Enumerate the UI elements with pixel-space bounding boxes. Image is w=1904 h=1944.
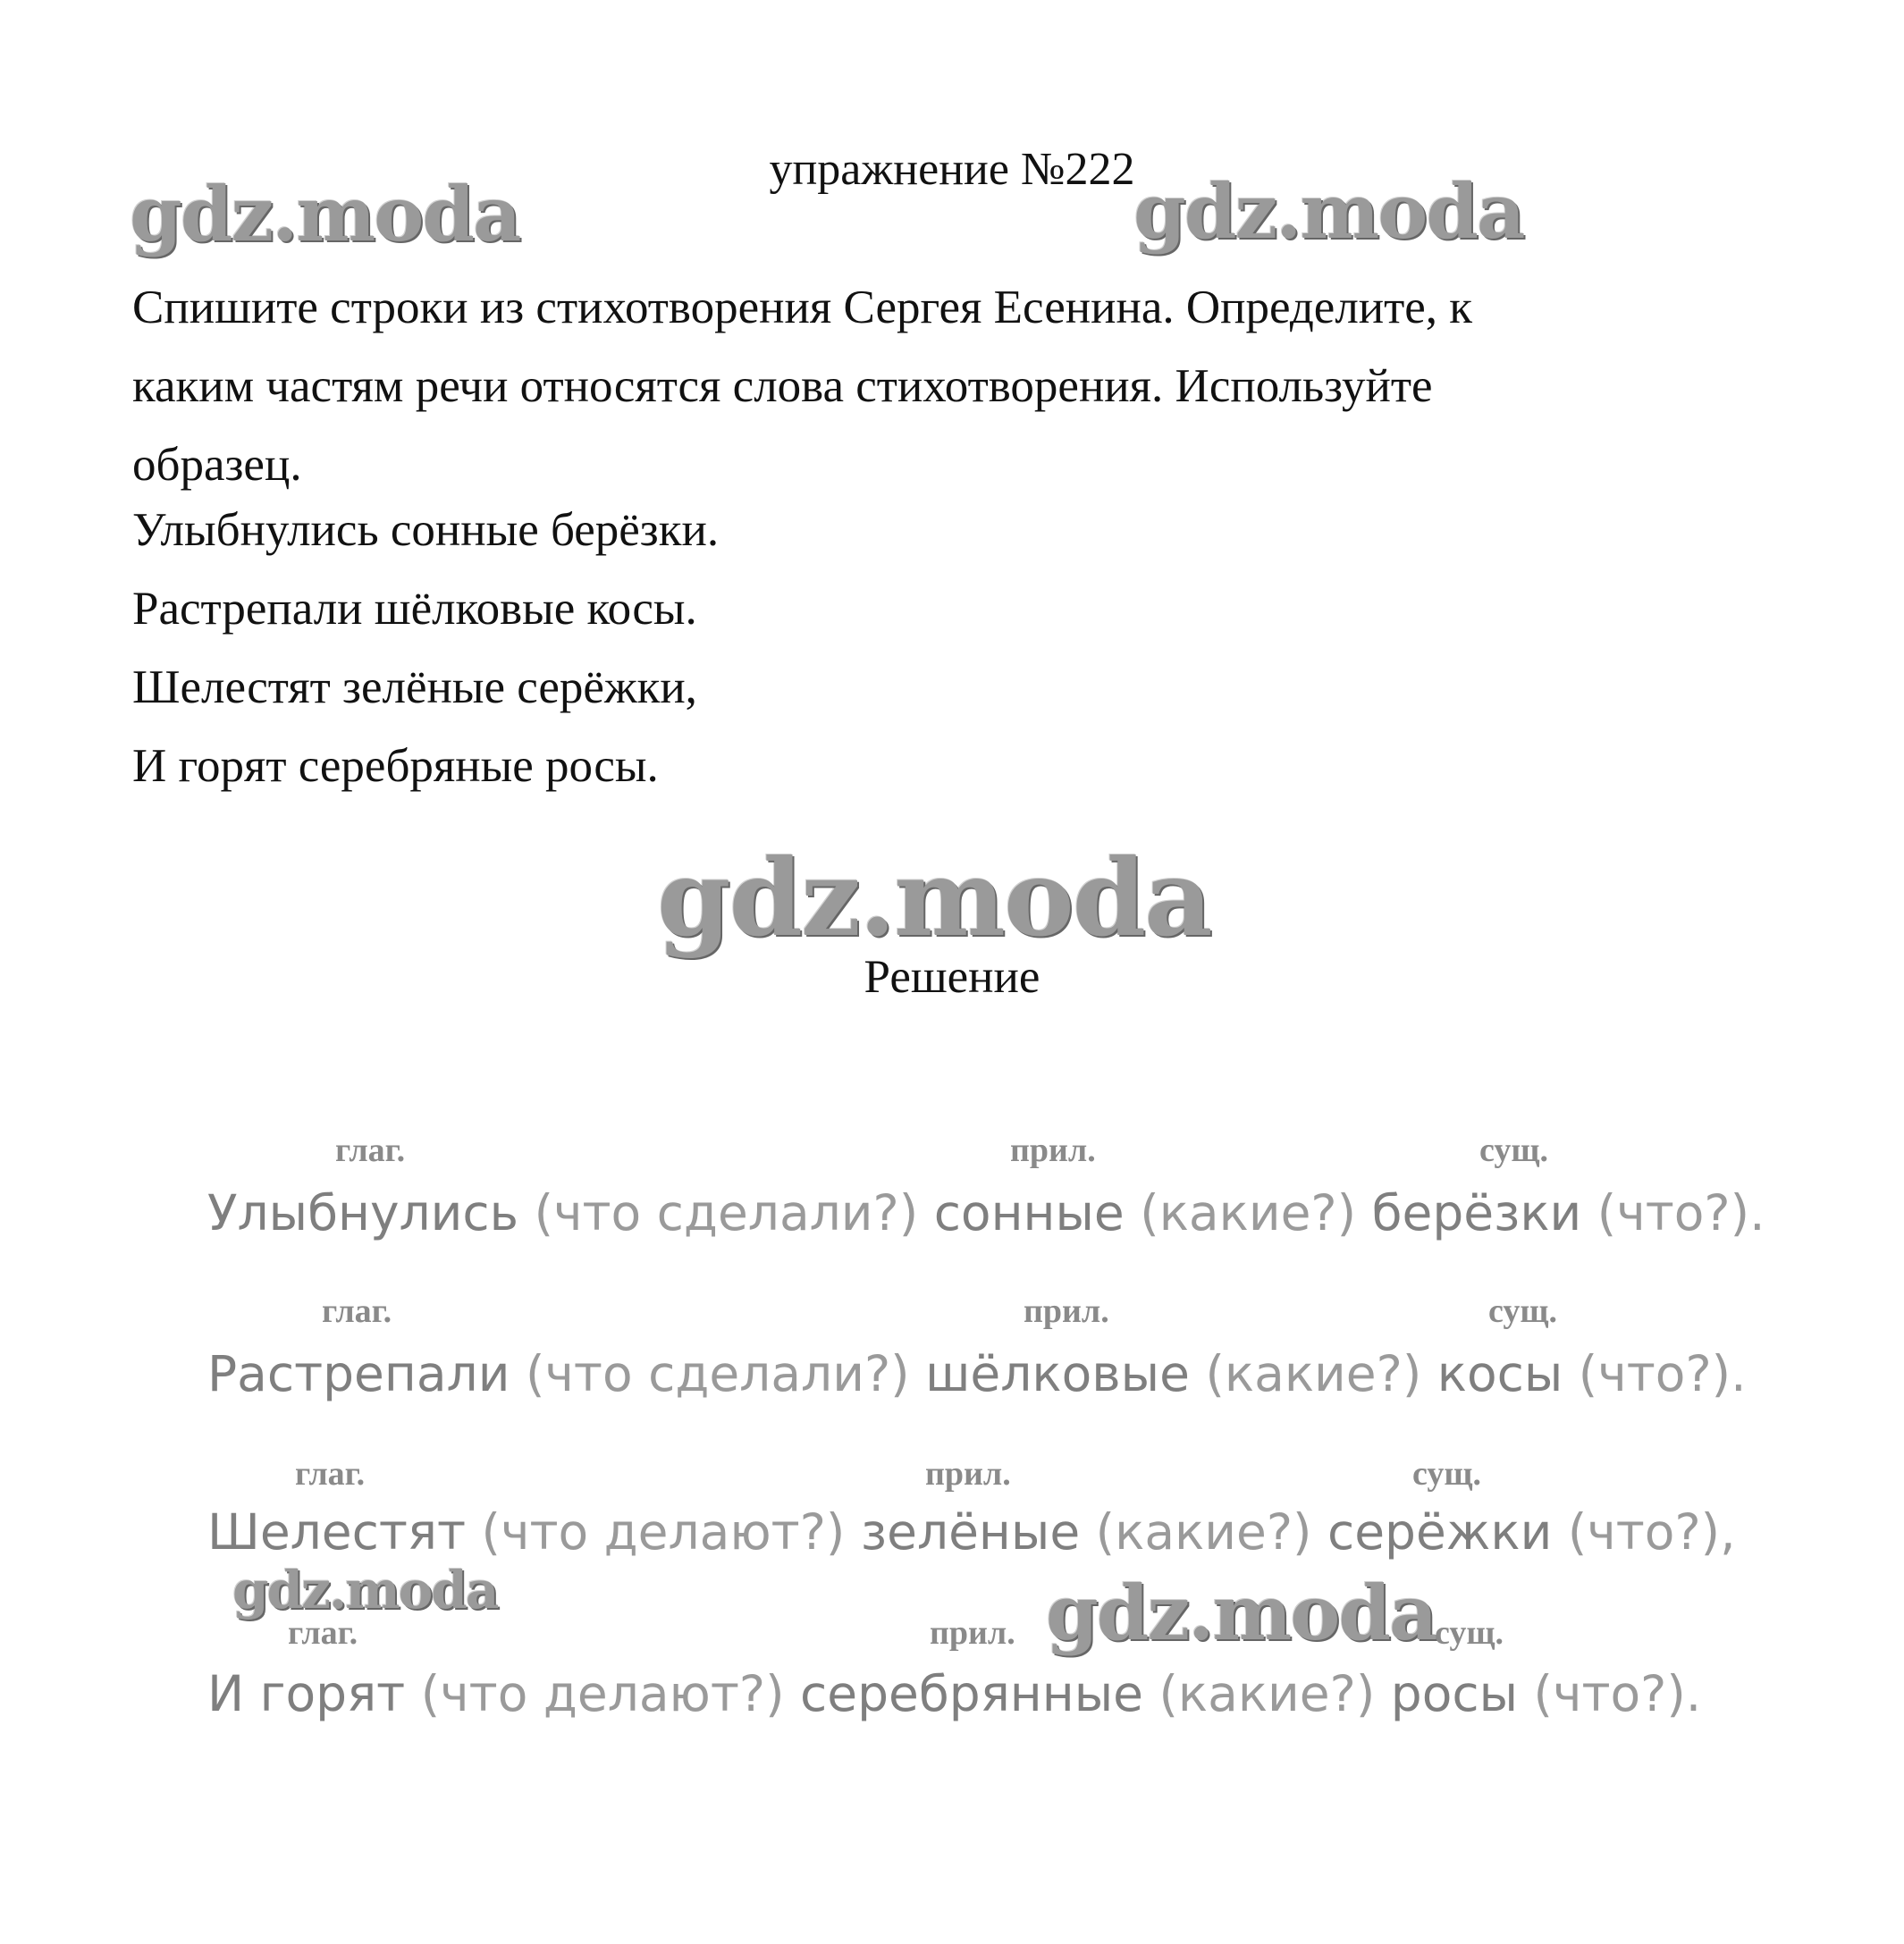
watermark-logo: gdz.moda — [657, 836, 1211, 960]
answer-noun: росы — [1390, 1665, 1519, 1722]
poem-line: Растрепали шёлковые косы. — [132, 583, 697, 635]
pos-label-adjective: прил. — [1010, 1132, 1096, 1169]
answer-line — [207, 1184, 1765, 1241]
pos-label-noun: сущ. — [1412, 1455, 1481, 1493]
task-instruction — [132, 268, 1786, 504]
answer-verb-question: (что делают?) — [420, 1665, 785, 1722]
poem-line: Улыбнулись сонные берёзки. — [132, 504, 720, 556]
answer-noun: косы — [1436, 1345, 1563, 1402]
pos-label-verb: глаг. — [288, 1614, 358, 1652]
pos-label-noun: сущ. — [1488, 1292, 1557, 1330]
pos-label-verb: глаг. — [295, 1455, 366, 1493]
answer-line — [207, 1503, 1736, 1561]
answer-adjective-question: (какие?) — [1095, 1503, 1312, 1561]
answer-noun: серёжки — [1327, 1503, 1553, 1561]
pos-label-adjective: прил. — [1024, 1292, 1109, 1330]
answer-noun-question: (что?). — [1578, 1345, 1747, 1402]
answer-verb: Шелестят — [207, 1503, 467, 1561]
answer-verb: Улыбнулись — [207, 1184, 519, 1241]
answer-adjective: сонные — [933, 1184, 1125, 1241]
pos-label-verb: глаг. — [335, 1132, 406, 1169]
answer-line — [207, 1665, 1701, 1722]
watermark-logo: gdz.moda — [232, 1560, 498, 1620]
instruction-line: каким частям речи относятся слова стихотворения. Используйте — [132, 360, 1433, 412]
answer-verb-question: (что сделали?) — [525, 1345, 910, 1402]
answer-line — [207, 1345, 1747, 1402]
solution-label: Решение — [864, 951, 1040, 1003]
answer-verb-question: (что делают?) — [481, 1503, 846, 1561]
pos-label-noun: сущ. — [1435, 1614, 1504, 1652]
answer-adjective: зелёные — [860, 1503, 1081, 1561]
answer-noun-question: (что?). — [1596, 1184, 1765, 1241]
answer-adjective-question: (какие?) — [1140, 1184, 1357, 1241]
instruction-line: Спишите строки из стихотворения Сергея Есенина. Определите, к — [132, 282, 1473, 333]
answer-adjective: серебрянные — [800, 1665, 1143, 1722]
watermark-logo: gdz.moda — [1046, 1569, 1436, 1657]
answer-adjective: шёлковые — [925, 1345, 1190, 1402]
pos-label-adjective: прил. — [925, 1455, 1011, 1493]
answer-verb: И горят — [207, 1665, 406, 1722]
answer-verb: Растрепали — [207, 1345, 510, 1402]
watermark-logo: gdz.moda — [130, 170, 520, 258]
poem-line: Шелестят зелёные серёжки, — [132, 661, 697, 713]
instruction-line: образец. — [132, 439, 302, 491]
answer-noun-question: (что?). — [1533, 1665, 1702, 1722]
answer-noun-question: (что?), — [1567, 1503, 1736, 1561]
pos-label-noun: сущ. — [1479, 1132, 1548, 1169]
pos-label-verb: глаг. — [322, 1292, 392, 1330]
answer-adjective-question: (какие?) — [1158, 1665, 1376, 1722]
poem-line: И горят серебряные росы. — [132, 740, 659, 792]
exercise-title: упражнение №222 — [769, 144, 1135, 195]
watermark-logo: gdz.moda — [1133, 167, 1524, 256]
pos-label-adjective: прил. — [930, 1614, 1015, 1652]
answer-adjective-question: (какие?) — [1205, 1345, 1422, 1402]
answer-verb-question: (что сделали?) — [534, 1184, 919, 1241]
answer-noun: берёзки — [1371, 1184, 1582, 1241]
